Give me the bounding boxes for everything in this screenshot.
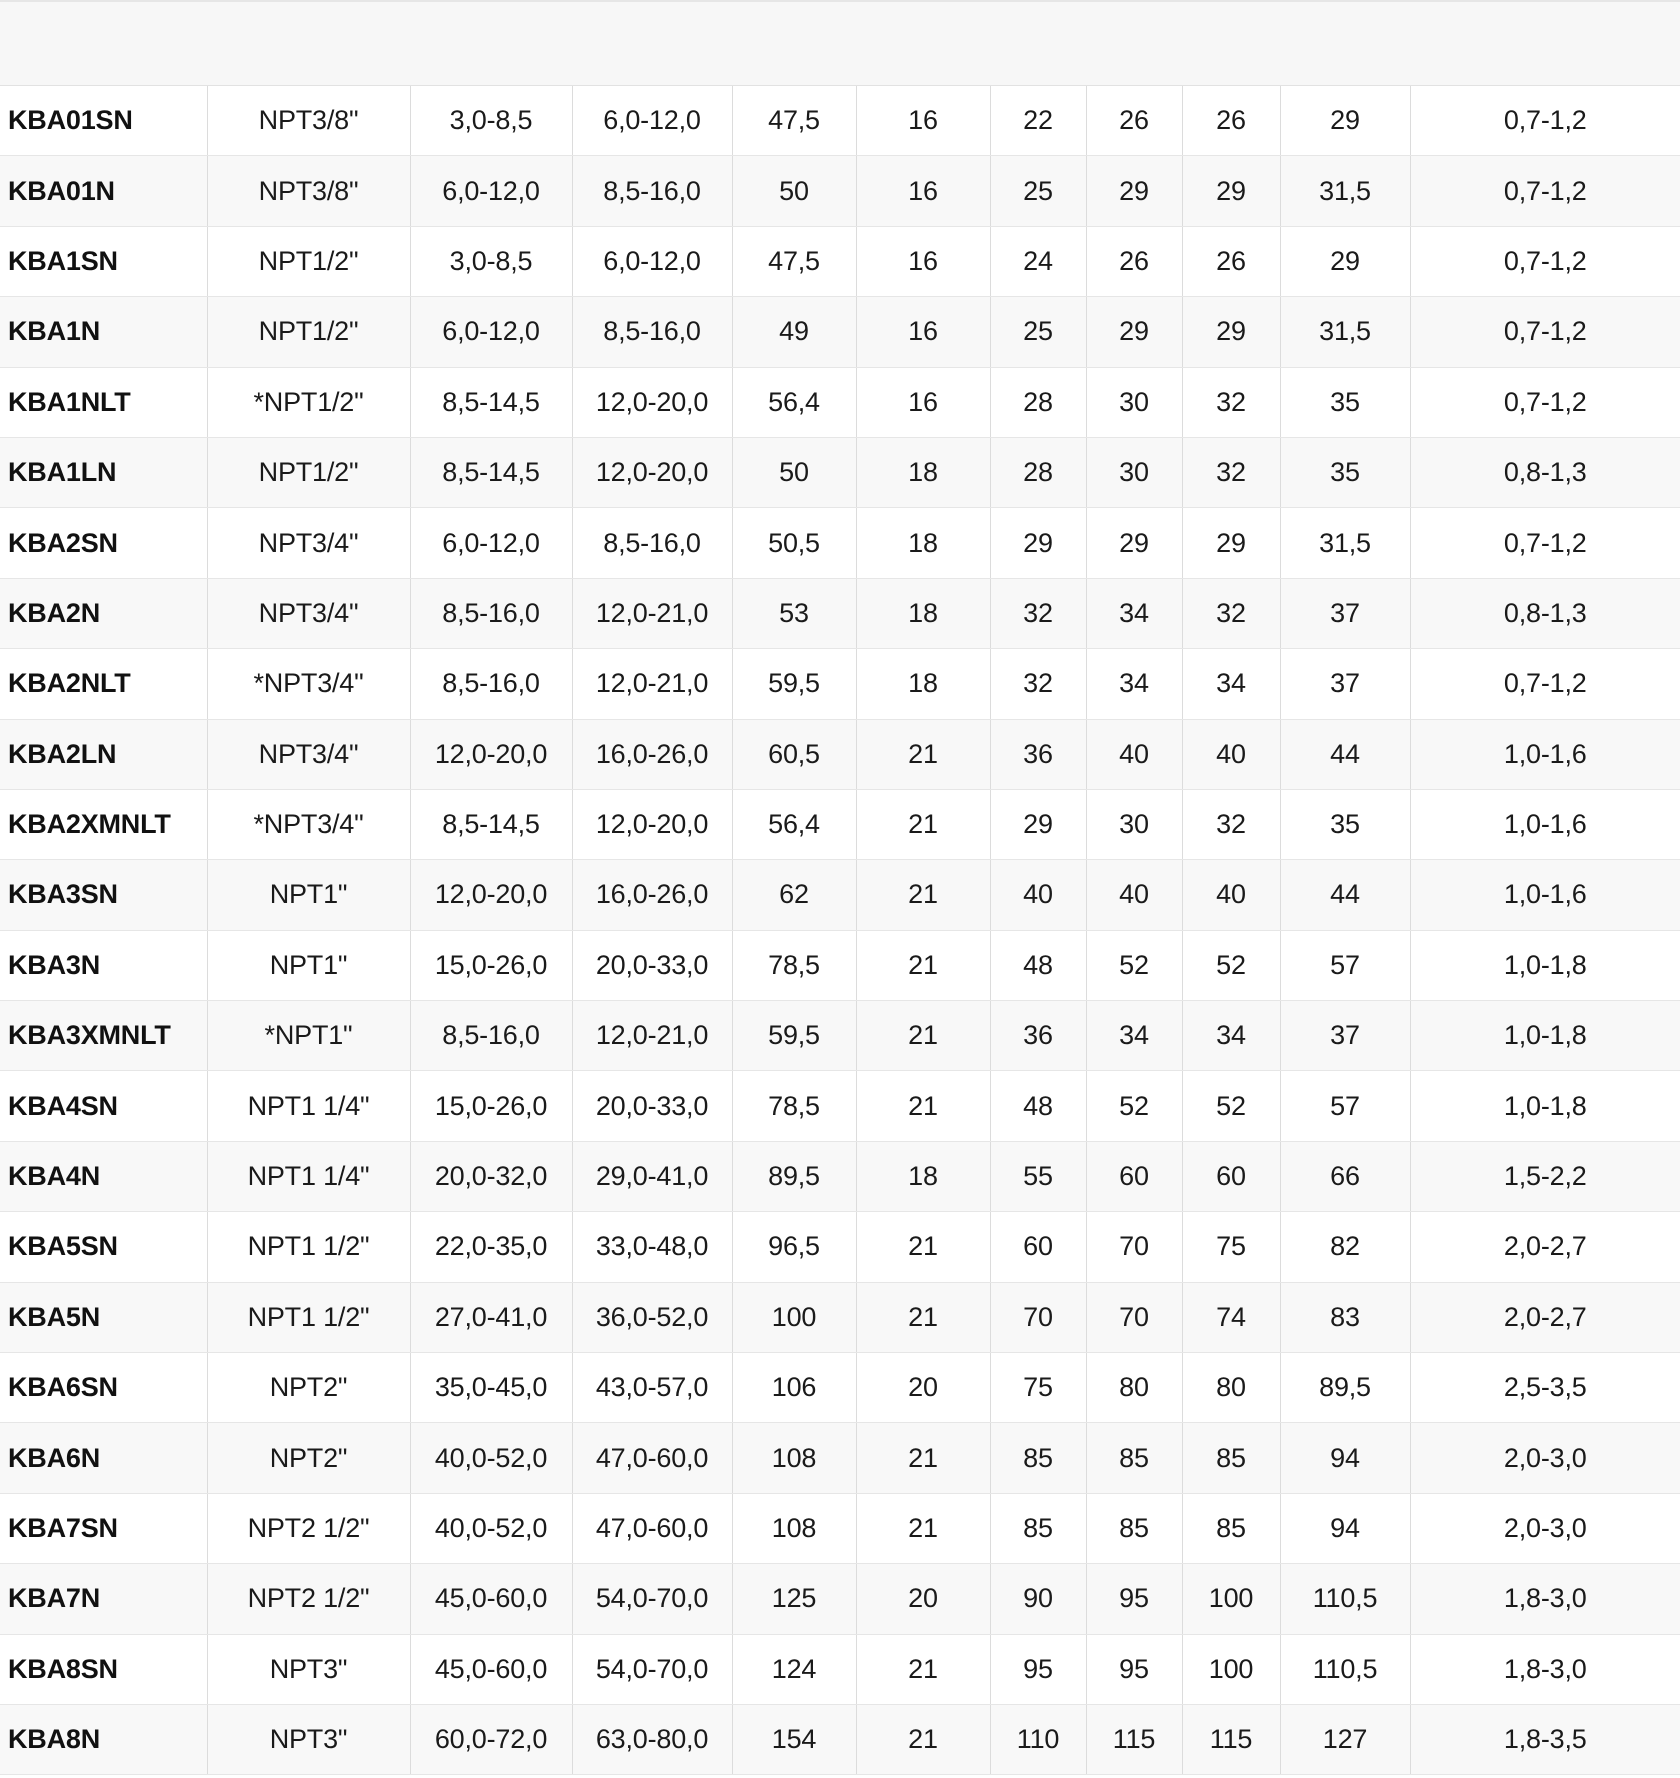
table-cell: 62 — [732, 860, 856, 930]
table-cell: *NPT3/4" — [207, 789, 410, 859]
table-cell: 29 — [1086, 508, 1182, 578]
table-cell: 47,5 — [732, 226, 856, 296]
model-code-cell: KBA2XMNLT — [0, 789, 207, 859]
model-code-cell: KBA2LN — [0, 719, 207, 789]
table-cell: 95 — [1086, 1634, 1182, 1704]
table-cell: 37 — [1280, 1001, 1410, 1071]
table-cell: 95 — [990, 1634, 1086, 1704]
model-code-cell: KBA5N — [0, 1282, 207, 1352]
table-cell: NPT3/8" — [207, 156, 410, 226]
table-cell: 35,0-45,0 — [410, 1353, 572, 1423]
table-cell: 29 — [1182, 156, 1280, 226]
table-cell: 24 — [990, 226, 1086, 296]
table-cell: 50 — [732, 156, 856, 226]
table-cell: 70 — [990, 1282, 1086, 1352]
table-cell: 32 — [1182, 437, 1280, 507]
table-cell: NPT1" — [207, 860, 410, 930]
table-cell: 21 — [856, 930, 990, 1000]
table-cell: NPT1 1/2" — [207, 1282, 410, 1352]
table-cell: 35 — [1280, 437, 1410, 507]
table-cell: 34 — [1086, 578, 1182, 648]
table-cell: 2,0-2,7 — [1410, 1282, 1680, 1352]
table-cell: 49 — [732, 297, 856, 367]
model-code-cell: KBA2SN — [0, 508, 207, 578]
table-cell: 40 — [1086, 860, 1182, 930]
table-cell: 2,0-3,0 — [1410, 1493, 1680, 1563]
table-cell: 95 — [1086, 1564, 1182, 1634]
table-cell: 8,5-16,0 — [410, 578, 572, 648]
table-cell: 29 — [990, 789, 1086, 859]
table-cell: NPT3/4" — [207, 508, 410, 578]
model-code-cell: KBA3SN — [0, 860, 207, 930]
table-cell: 28 — [990, 367, 1086, 437]
table-cell: 15,0-26,0 — [410, 1071, 572, 1141]
table-cell: 44 — [1280, 719, 1410, 789]
table-cell: 59,5 — [732, 1001, 856, 1071]
model-code-cell: KBA01N — [0, 156, 207, 226]
table-cell: 31,5 — [1280, 156, 1410, 226]
table-cell: 55 — [990, 1141, 1086, 1211]
table-cell: 66 — [1280, 1141, 1410, 1211]
table-row — [0, 367, 1680, 437]
table-cell: 36,0-52,0 — [572, 1282, 732, 1352]
table-cell: 60 — [1182, 1141, 1280, 1211]
table-cell: 16 — [856, 226, 990, 296]
table-cell: 0,7-1,2 — [1410, 297, 1680, 367]
table-cell: 1,0-1,6 — [1410, 719, 1680, 789]
model-code-cell: KBA1NLT — [0, 367, 207, 437]
table-cell: 30 — [1086, 437, 1182, 507]
table-cell: 29 — [1086, 156, 1182, 226]
table-cell: 110,5 — [1280, 1634, 1410, 1704]
table-cell: 59,5 — [732, 649, 856, 719]
table-cell: 21 — [856, 860, 990, 930]
table-cell: 1,5-2,2 — [1410, 1141, 1680, 1211]
table-cell: 44 — [1280, 860, 1410, 930]
table-cell: 0,7-1,2 — [1410, 156, 1680, 226]
table-cell: 125 — [732, 1564, 856, 1634]
table-cell: 110 — [990, 1704, 1086, 1774]
table-cell: 29 — [1182, 508, 1280, 578]
table-cell: 32 — [990, 578, 1086, 648]
table-cell: NPT3/4" — [207, 578, 410, 648]
model-code-cell: KBA01SN — [0, 86, 207, 156]
table-cell: 115 — [1182, 1704, 1280, 1774]
table-cell: 100 — [1182, 1634, 1280, 1704]
table-cell: 52 — [1182, 930, 1280, 1000]
model-code-cell: KBA4SN — [0, 1071, 207, 1141]
table-row — [0, 649, 1680, 719]
model-code-cell: KBA7N — [0, 1564, 207, 1634]
table-cell: 29,0-41,0 — [572, 1141, 732, 1211]
table-cell: 40 — [990, 860, 1086, 930]
table-cell: 2,0-3,0 — [1410, 1423, 1680, 1493]
table-cell: 50 — [732, 437, 856, 507]
table-cell: 52 — [1086, 930, 1182, 1000]
table-cell: 0,7-1,2 — [1410, 226, 1680, 296]
table-cell: 34 — [1182, 649, 1280, 719]
table-cell: 30 — [1086, 789, 1182, 859]
table-row — [0, 1353, 1680, 1423]
table-cell: 96,5 — [732, 1212, 856, 1282]
table-cell: 40 — [1086, 719, 1182, 789]
table-cell: 16,0-26,0 — [572, 719, 732, 789]
table-row — [0, 860, 1680, 930]
table-row — [0, 1282, 1680, 1352]
table-cell: 36 — [990, 1001, 1086, 1071]
table-cell: 32 — [1182, 578, 1280, 648]
table-cell: 16 — [856, 367, 990, 437]
table-cell: 57 — [1280, 930, 1410, 1000]
table-cell: 6,0-12,0 — [572, 226, 732, 296]
table-cell: 3,0-8,5 — [410, 226, 572, 296]
table-cell: 12,0-20,0 — [572, 367, 732, 437]
table-cell: 20 — [856, 1353, 990, 1423]
table-cell: 80 — [1182, 1353, 1280, 1423]
table-cell: 89,5 — [1280, 1353, 1410, 1423]
table-cell: 37 — [1280, 578, 1410, 648]
table-cell: 1,0-1,8 — [1410, 1001, 1680, 1071]
model-code-cell: KBA7SN — [0, 1493, 207, 1563]
table-cell: 100 — [1182, 1564, 1280, 1634]
table-cell: 16 — [856, 156, 990, 226]
table-cell: 0,8-1,3 — [1410, 437, 1680, 507]
table-cell: 47,5 — [732, 86, 856, 156]
table-row — [0, 1423, 1680, 1493]
table-cell: 0,7-1,2 — [1410, 649, 1680, 719]
table-cell: 70 — [1086, 1212, 1182, 1282]
table-cell: 0,7-1,2 — [1410, 86, 1680, 156]
table-cell: 40 — [1182, 719, 1280, 789]
table-cell: 1,0-1,6 — [1410, 860, 1680, 930]
table-cell: 12,0-21,0 — [572, 1001, 732, 1071]
table-cell: 21 — [856, 1071, 990, 1141]
table-cell: 100 — [732, 1282, 856, 1352]
table-cell: 94 — [1280, 1423, 1410, 1493]
table-cell: 83 — [1280, 1282, 1410, 1352]
table-row — [0, 1564, 1680, 1634]
table-row — [0, 226, 1680, 296]
table-cell: 60,5 — [732, 719, 856, 789]
table-cell: 22,0-35,0 — [410, 1212, 572, 1282]
table-cell: 124 — [732, 1634, 856, 1704]
table-row — [0, 1493, 1680, 1563]
model-code-cell: KBA5SN — [0, 1212, 207, 1282]
table-cell: 70 — [1086, 1282, 1182, 1352]
table-cell: 48 — [990, 930, 1086, 1000]
spec-table — [0, 86, 1680, 1775]
table-cell: 20,0-33,0 — [572, 1071, 732, 1141]
table-cell: 12,0-21,0 — [572, 578, 732, 648]
table-cell: 8,5-16,0 — [572, 297, 732, 367]
model-code-cell: KBA8SN — [0, 1634, 207, 1704]
table-cell: 18 — [856, 1141, 990, 1211]
table-cell: 45,0-60,0 — [410, 1634, 572, 1704]
table-cell: 8,5-16,0 — [572, 156, 732, 226]
table-row — [0, 719, 1680, 789]
table-row — [0, 1001, 1680, 1071]
table-cell: 89,5 — [732, 1141, 856, 1211]
table-cell: 110,5 — [1280, 1564, 1410, 1634]
table-cell: NPT1 1/4" — [207, 1071, 410, 1141]
table-cell: 75 — [990, 1353, 1086, 1423]
table-cell: 21 — [856, 1001, 990, 1071]
table-row — [0, 437, 1680, 507]
table-cell: NPT1 1/4" — [207, 1141, 410, 1211]
table-cell: 12,0-20,0 — [410, 719, 572, 789]
table-row — [0, 297, 1680, 367]
table-cell: NPT2 1/2" — [207, 1564, 410, 1634]
table-cell: 26 — [1182, 86, 1280, 156]
table-cell: 6,0-12,0 — [410, 156, 572, 226]
table-cell: 8,5-16,0 — [410, 1001, 572, 1071]
table-cell: 85 — [1182, 1493, 1280, 1563]
table-row — [0, 1634, 1680, 1704]
table-cell: 25 — [990, 297, 1086, 367]
table-cell: 52 — [1182, 1071, 1280, 1141]
table-row — [0, 508, 1680, 578]
table-cell: 6,0-12,0 — [410, 508, 572, 578]
table-cell: 1,8-3,0 — [1410, 1564, 1680, 1634]
table-cell: 18 — [856, 649, 990, 719]
table-cell: 35 — [1280, 789, 1410, 859]
table-row — [0, 930, 1680, 1000]
table-cell: NPT1/2" — [207, 226, 410, 296]
table-cell: 32 — [1182, 789, 1280, 859]
table-cell: NPT1/2" — [207, 437, 410, 507]
table-cell: 29 — [1280, 226, 1410, 296]
table-cell: 53 — [732, 578, 856, 648]
table-cell: 3,0-8,5 — [410, 86, 572, 156]
table-cell: 50,5 — [732, 508, 856, 578]
table-cell: 36 — [990, 719, 1086, 789]
table-cell: 90 — [990, 1564, 1086, 1634]
table-cell: 21 — [856, 1212, 990, 1282]
table-cell: 29 — [1280, 86, 1410, 156]
table-cell: 21 — [856, 1704, 990, 1774]
table-cell: 32 — [1182, 367, 1280, 437]
table-body — [0, 86, 1680, 1775]
table-cell: 47,0-60,0 — [572, 1423, 732, 1493]
table-cell: 45,0-60,0 — [410, 1564, 572, 1634]
table-cell: NPT1" — [207, 930, 410, 1000]
table-cell: 25 — [990, 156, 1086, 226]
table-cell: 47,0-60,0 — [572, 1493, 732, 1563]
table-cell: 6,0-12,0 — [410, 297, 572, 367]
table-cell: 12,0-21,0 — [572, 649, 732, 719]
table-cell: 12,0-20,0 — [572, 437, 732, 507]
table-cell: 57 — [1280, 1071, 1410, 1141]
table-cell: 20,0-33,0 — [572, 930, 732, 1000]
table-cell: 26 — [1182, 226, 1280, 296]
table-row — [0, 578, 1680, 648]
model-code-cell: KBA3XMNLT — [0, 1001, 207, 1071]
model-code-cell: KBA2NLT — [0, 649, 207, 719]
table-cell: 8,5-16,0 — [572, 508, 732, 578]
table-cell: 54,0-70,0 — [572, 1564, 732, 1634]
table-cell: 80 — [1086, 1353, 1182, 1423]
table-cell: 12,0-20,0 — [572, 789, 732, 859]
table-cell: 108 — [732, 1493, 856, 1563]
table-cell: 63,0-80,0 — [572, 1704, 732, 1774]
table-cell: 31,5 — [1280, 297, 1410, 367]
table-cell: 18 — [856, 508, 990, 578]
table-cell: 29 — [1086, 297, 1182, 367]
table-cell: 40 — [1182, 860, 1280, 930]
table-cell: 85 — [990, 1493, 1086, 1563]
table-cell: 2,0-2,7 — [1410, 1212, 1680, 1282]
table-cell: 15,0-26,0 — [410, 930, 572, 1000]
table-cell: 20,0-32,0 — [410, 1141, 572, 1211]
table-cell: 8,5-14,5 — [410, 367, 572, 437]
table-cell: 1,0-1,6 — [1410, 789, 1680, 859]
model-code-cell: KBA4N — [0, 1141, 207, 1211]
table-row — [0, 1071, 1680, 1141]
table-cell: 43,0-57,0 — [572, 1353, 732, 1423]
table-cell: 16 — [856, 86, 990, 156]
table-cell: 26 — [1086, 226, 1182, 296]
model-code-cell: KBA1N — [0, 297, 207, 367]
table-cell: 78,5 — [732, 930, 856, 1000]
table-cell: NPT1/2" — [207, 297, 410, 367]
table-cell: 74 — [1182, 1282, 1280, 1352]
table-cell: 27,0-41,0 — [410, 1282, 572, 1352]
table-cell: 31,5 — [1280, 508, 1410, 578]
table-cell: 34 — [1086, 1001, 1182, 1071]
table-cell: 16 — [856, 297, 990, 367]
table-cell: NPT2" — [207, 1423, 410, 1493]
model-code-cell: KBA1LN — [0, 437, 207, 507]
table-cell: 21 — [856, 1282, 990, 1352]
table-cell: 34 — [1086, 649, 1182, 719]
table-row — [0, 156, 1680, 226]
model-code-cell: KBA6SN — [0, 1353, 207, 1423]
table-cell: 21 — [856, 719, 990, 789]
model-code-cell: KBA6N — [0, 1423, 207, 1493]
table-cell: NPT1 1/2" — [207, 1212, 410, 1282]
table-cell: 78,5 — [732, 1071, 856, 1141]
table-row — [0, 789, 1680, 859]
model-code-cell: KBA2N — [0, 578, 207, 648]
table-cell: 0,8-1,3 — [1410, 578, 1680, 648]
table-cell: 28 — [990, 437, 1086, 507]
table-cell: 52 — [1086, 1071, 1182, 1141]
table-cell: 40,0-52,0 — [410, 1423, 572, 1493]
table-cell: 54,0-70,0 — [572, 1634, 732, 1704]
table-cell: 33,0-48,0 — [572, 1212, 732, 1282]
table-row — [0, 1141, 1680, 1211]
table-cell: 8,5-16,0 — [410, 649, 572, 719]
table-row — [0, 1212, 1680, 1282]
table-cell: NPT3/8" — [207, 86, 410, 156]
table-cell: 75 — [1182, 1212, 1280, 1282]
table-cell: 85 — [1182, 1423, 1280, 1493]
table-cell: 85 — [1086, 1423, 1182, 1493]
table-cell: 26 — [1086, 86, 1182, 156]
table-cell: 0,7-1,2 — [1410, 508, 1680, 578]
table-cell: 21 — [856, 1493, 990, 1563]
table-cell: NPT3" — [207, 1634, 410, 1704]
table-row — [0, 86, 1680, 156]
table-cell: 18 — [856, 437, 990, 507]
table-cell: 20 — [856, 1564, 990, 1634]
table-cell: 60 — [1086, 1141, 1182, 1211]
model-code-cell: KBA3N — [0, 930, 207, 1000]
table-header-band — [0, 0, 1680, 86]
table-cell: 22 — [990, 86, 1086, 156]
table-cell: 2,5-3,5 — [1410, 1353, 1680, 1423]
table-cell: 12,0-20,0 — [410, 860, 572, 930]
table-cell: 29 — [1182, 297, 1280, 367]
table-cell: NPT3" — [207, 1704, 410, 1774]
table-cell: 1,0-1,8 — [1410, 1071, 1680, 1141]
table-cell: 1,8-3,5 — [1410, 1704, 1680, 1774]
table-cell: 16,0-26,0 — [572, 860, 732, 930]
table-cell: 18 — [856, 578, 990, 648]
table-cell: 60,0-72,0 — [410, 1704, 572, 1774]
table-cell: 8,5-14,5 — [410, 789, 572, 859]
table-cell: 106 — [732, 1353, 856, 1423]
table-cell: 48 — [990, 1071, 1086, 1141]
table-cell: 1,8-3,0 — [1410, 1634, 1680, 1704]
table-cell: 154 — [732, 1704, 856, 1774]
table-cell: 21 — [856, 1634, 990, 1704]
table-cell: 0,7-1,2 — [1410, 367, 1680, 437]
table-cell: 8,5-14,5 — [410, 437, 572, 507]
table-cell: 127 — [1280, 1704, 1410, 1774]
table-cell: 21 — [856, 1423, 990, 1493]
table-cell: 56,4 — [732, 789, 856, 859]
table-cell: 60 — [990, 1212, 1086, 1282]
table-cell: NPT2 1/2" — [207, 1493, 410, 1563]
table-cell: 85 — [990, 1423, 1086, 1493]
table-cell: 1,0-1,8 — [1410, 930, 1680, 1000]
table-cell: NPT2" — [207, 1353, 410, 1423]
table-cell: 94 — [1280, 1493, 1410, 1563]
table-cell: 30 — [1086, 367, 1182, 437]
table-cell: 6,0-12,0 — [572, 86, 732, 156]
table-cell: 115 — [1086, 1704, 1182, 1774]
table-cell: *NPT1" — [207, 1001, 410, 1071]
table-cell: 37 — [1280, 649, 1410, 719]
table-cell: 29 — [990, 508, 1086, 578]
table-cell: 82 — [1280, 1212, 1410, 1282]
model-code-cell: KBA8N — [0, 1704, 207, 1774]
table-row — [0, 1704, 1680, 1774]
table-cell: 108 — [732, 1423, 856, 1493]
table-cell: 35 — [1280, 367, 1410, 437]
table-cell: NPT3/4" — [207, 719, 410, 789]
table-cell: 21 — [856, 789, 990, 859]
table-cell: 32 — [990, 649, 1086, 719]
table-cell: 56,4 — [732, 367, 856, 437]
table-cell: 85 — [1086, 1493, 1182, 1563]
table-cell: 40,0-52,0 — [410, 1493, 572, 1563]
table-cell: *NPT3/4" — [207, 649, 410, 719]
table-cell: *NPT1/2" — [207, 367, 410, 437]
model-code-cell: KBA1SN — [0, 226, 207, 296]
table-cell: 34 — [1182, 1001, 1280, 1071]
